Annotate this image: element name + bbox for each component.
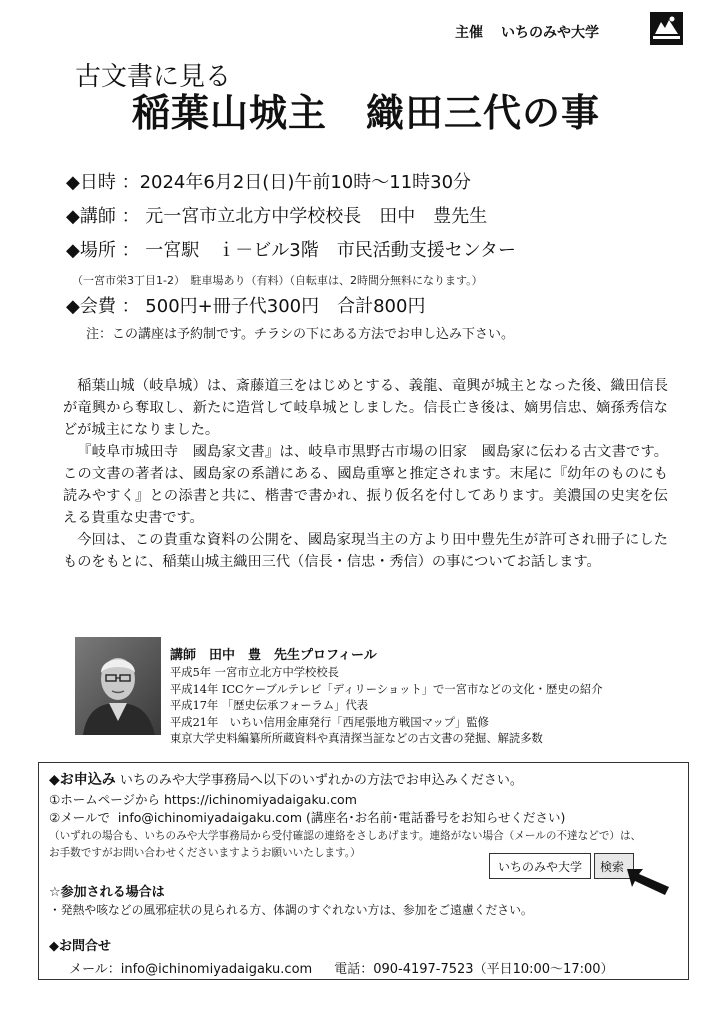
lecturer-profile	[170, 644, 603, 748]
university-logo-icon	[650, 12, 683, 45]
organizer-line	[455, 22, 599, 42]
info-fee	[66, 292, 425, 318]
contact-hours: （平日10:00～17:00）	[473, 962, 614, 977]
venue-value: ： 一宮駅 ｉ－ビル3階 市民活動支援センター	[121, 240, 517, 261]
contact-line	[69, 958, 614, 977]
profile-line: 平成17年 「歴史伝承フォーラム」代表	[170, 699, 369, 712]
apply-heading-label: ◆お申込み	[49, 772, 116, 788]
participation-text: ・発熱や咳などの風邪症状の見られる方、体調のすぐれない方は、参加をご遠慮ください。	[49, 903, 533, 917]
contact-mail[interactable]: info@ichinomiyadaigaku.com	[120, 962, 313, 977]
contact-heading: ◆お問合せ	[49, 939, 111, 954]
info-venue	[66, 236, 516, 262]
organizer-name: いちのみや大学	[501, 25, 599, 41]
body-paragraph-1: 稲葉山城（岐阜城）は、斎藤道三をはじめとする、義龍、竜興が城主となった後、織田信長が竜興から奪取し、新たに造営して岐阜城としました。信長亡き後は、嫡男信忠、嫡孫秀信などが城主になりました。	[63, 378, 668, 438]
contact-phone[interactable]: 090-4197-7523	[373, 962, 474, 977]
profile-line: 平成14年 ICCケーブルテレビ「ディリーショット」で一宮市などの文化・歴史の紹介	[170, 682, 603, 696]
apply-homepage	[49, 790, 357, 808]
profile-line: 平成21年 いちい信用金庫発行「西尾張地方戦国マップ」監修	[170, 715, 489, 729]
apply-mail	[49, 808, 565, 826]
lecturer-photo	[75, 637, 161, 735]
fee-label: ◆会費	[66, 296, 116, 317]
apply-note-line: お手数ですがお問い合わせくださいますようお願いいたします。）	[49, 847, 361, 859]
page-title: 稲葉山城主 織田三代の事	[132, 90, 601, 135]
apply-hp-label: ①ホームページから	[49, 792, 160, 807]
search-button[interactable]: 検索	[594, 853, 634, 879]
date-label: ◆日時	[66, 172, 116, 193]
info-date	[66, 168, 471, 194]
application-box	[38, 762, 689, 980]
organizer-label: 主催	[455, 25, 483, 41]
apply-heading-text: いちのみや大学事務局へ以下のいずれかの方法でお申込みください。	[119, 773, 523, 788]
info-lecturer	[66, 202, 487, 228]
profile-heading: 講師 田中 豊 先生プロフィール	[170, 648, 377, 663]
body-paragraph-3: 今回は、この貴重な資料の公開を、國島家現当主の方より田中豊先生が許可され冊子にしたものをもとに、稲葉山城主織田三代（信長・信忠・秀信）の事についてお話します。	[63, 532, 668, 570]
profile-line: 平成5年 一宮市立北方中学校校長	[170, 666, 339, 679]
apply-mail-label: ②メールで	[49, 810, 110, 825]
contact-phone-label: 電話：	[334, 962, 374, 977]
fee-value: ： 500円+冊子代300円 合計800円	[121, 296, 426, 317]
subtitle: 古文書に見る	[75, 62, 232, 92]
reservation-note: 注：この講座は予約制です。チラシの下にある方法でお申し込み下さい。	[86, 327, 514, 342]
apply-hp-link[interactable]: https://ichinomiyadaigaku.com	[163, 792, 357, 807]
participation-heading: ☆参加される場合は	[49, 885, 165, 900]
lecturer-label: ◆講師	[66, 206, 116, 227]
venue-label: ◆場所	[66, 240, 116, 261]
apply-mail-note: (講座名･お名前･電話番号をお知らせください)	[305, 810, 566, 825]
apply-mail-link[interactable]: info@ichinomiyadaigaku.com	[117, 810, 302, 825]
address-note: （一宮市栄3丁目1-2） 駐車場あり（有料）（自転車は、2時間分無料になります。）	[72, 274, 483, 287]
pointer-arrow-icon	[625, 865, 671, 899]
search-input[interactable]: いちのみや大学	[489, 853, 591, 879]
lecturer-value: ： 元一宮市立北方中学校校長 田中 豊先生	[121, 206, 488, 227]
body-paragraph-2: 『岐阜市城田寺 國島家文書』は、岐阜市黒野古市場の旧家 國島家に伝わる古文書です。この文書の著者は、國島家の系譜にある、國島重寧と推定されます。末尾に『幼年のものにも読みやすく』との添書と共に、楷書で書かれ、振り仮名を付してあります。美濃国の史実を伝える貴重な史書です。	[63, 444, 668, 526]
date-value: ：2024年6月2日(日)午前10時～11時30分	[121, 172, 472, 193]
apply-heading	[49, 769, 523, 789]
profile-line: 東京大学史料編纂所所蔵資料や真清探当証などの古文書の発掘、解読多数	[170, 732, 543, 745]
apply-note-line: （いずれの場合も、いちのみや大学事務局から受付確認の連絡をさしあげます。連絡がない場合（メールの不達などで）は、	[49, 830, 642, 842]
body-text	[63, 375, 668, 573]
contact-mail-label: メール：	[69, 962, 121, 977]
